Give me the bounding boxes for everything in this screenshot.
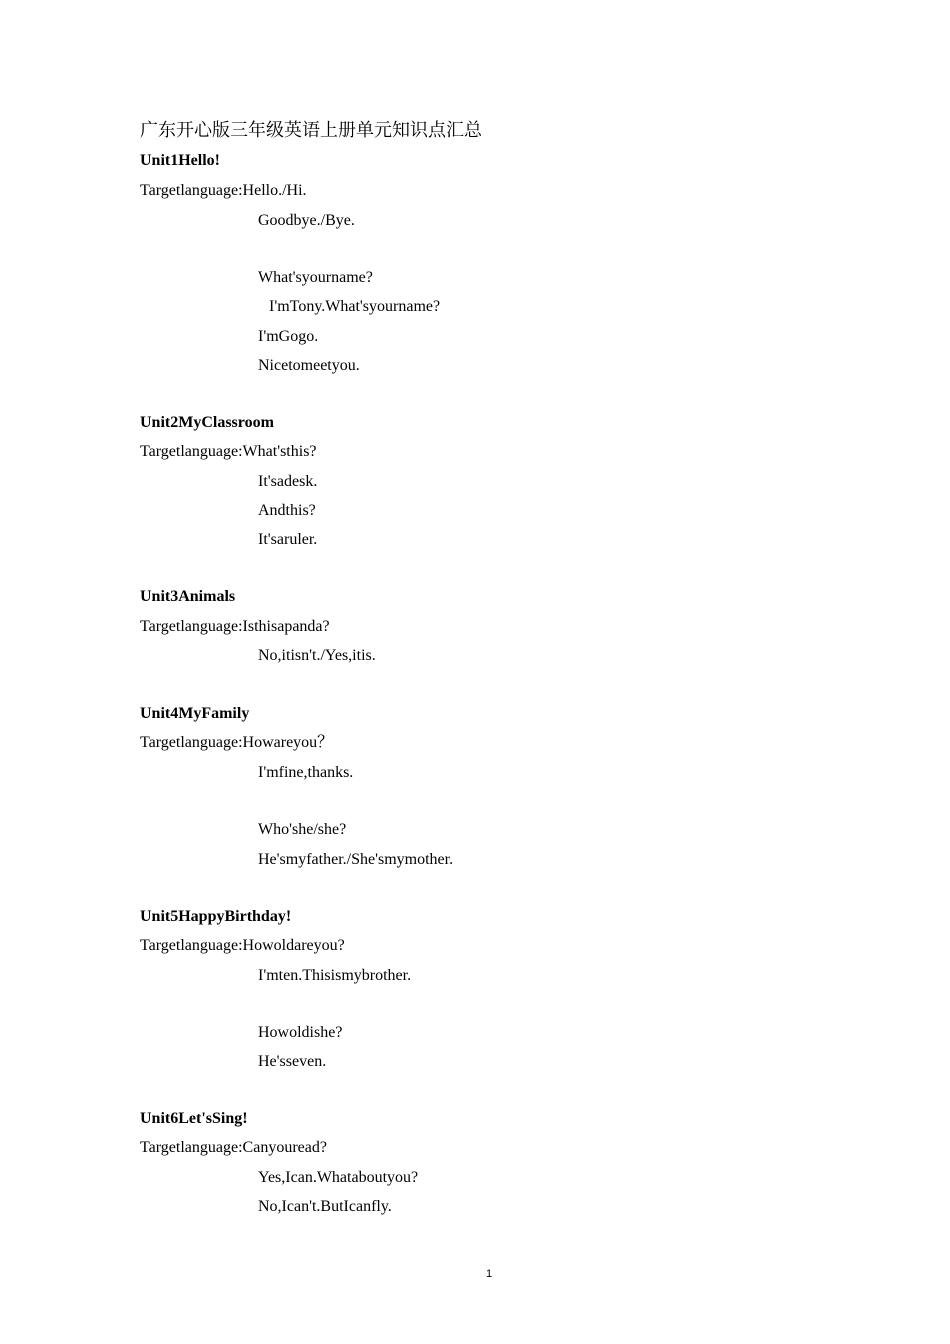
phrase-line: Howoldishe? [258,1024,343,1041]
unit-heading: Unit1Hello! [140,152,220,169]
phrase-line: Andthis? [258,502,316,519]
unit-heading: Unit6Let'sSing! [140,1110,248,1127]
document-title: 广东开心版三年级英语上册单元知识点汇总 [140,120,482,140]
phrase-line: He'sseven. [258,1053,327,1070]
page-number: 1 [486,1268,493,1280]
phrase-line: I'mfine,thanks. [258,764,354,781]
target-language: Targetlanguage:Howoldareyou? [140,937,345,954]
phrase-line: Nicetomeetyou. [258,357,360,374]
phrase-line: He'smyfather./She'smymother. [258,851,454,868]
phrase-line: Who'she/she? [258,821,347,838]
unit-heading: Unit4MyFamily [140,705,250,722]
target-language: Targetlanguage:Canyouread? [140,1139,327,1156]
target-language: Targetlanguage:Howareyou？ [140,734,334,751]
unit-heading: Unit3Animals [140,588,236,605]
phrase-line: I'mten.Thisismybrother. [258,967,412,984]
phrase-line: I'mTony.What'syourname? [269,298,441,315]
target-language: Targetlanguage:What'sthis? [140,443,317,460]
phrase-line: No,Ican't.ButIcanfly. [258,1198,392,1215]
unit-heading: Unit2MyClassroom [140,414,274,431]
phrase-line: No,itisn't./Yes,itis. [258,647,376,664]
phrase-line: It'sadesk. [258,473,318,490]
phrase-line: What'syourname? [258,269,373,286]
unit-heading: Unit5HappyBirthday! [140,908,292,925]
phrase-line: Yes,Ican.Whataboutyou? [258,1169,419,1186]
target-language: Targetlanguage:Hello./Hi. [140,182,307,199]
phrase-line: I'mGogo. [258,328,319,345]
phrase-line: It'saruler. [258,531,318,548]
phrase-line: Goodbye./Bye. [258,212,355,229]
target-language: Targetlanguage:Isthisapanda? [140,618,330,635]
